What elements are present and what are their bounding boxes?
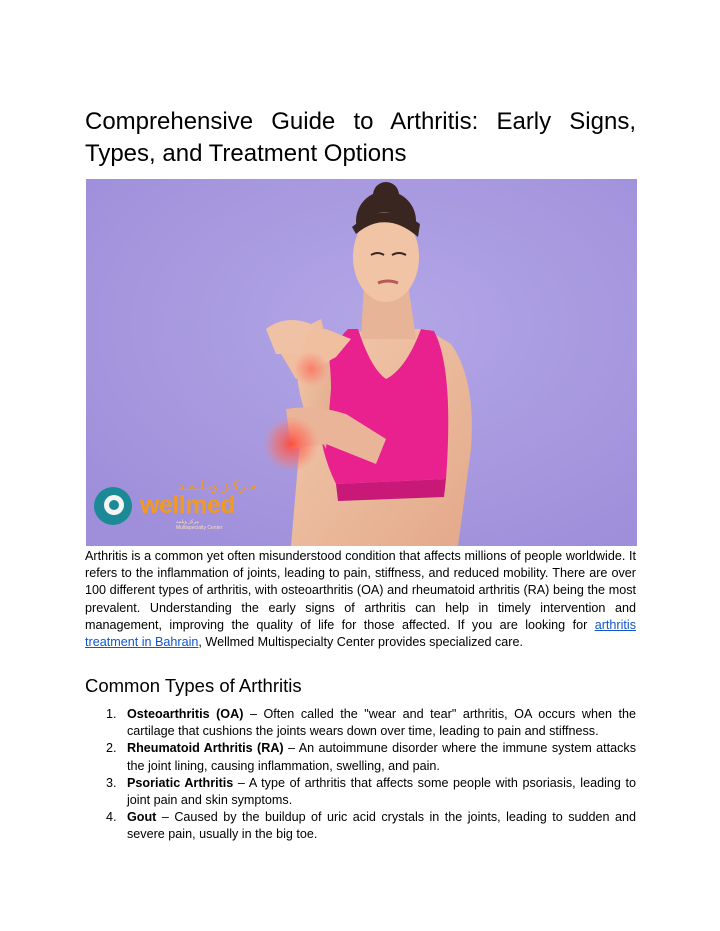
intro-text: Arthritis is a common yet often misunderstood condition that affects millions of people worldwide. It refers to the inflammation of joints, leading to pain, stiffness, and reduced mobility. There are over 100 different types of arthritis, with osteoarthritis (OA) and rheumatoid arthritis (RA) being the most prevalent. Understanding the early signs of arthritis can help in timely intervention and management, improving the quality of life for those affected. If you are looking for <box>85 549 636 632</box>
list-desc: – An autoimmune disorder where the immune system attacks the joint lining, causing inflammation, swelling, and pain. <box>127 741 636 773</box>
hero-image <box>86 179 637 546</box>
logo-arabic-text: مـركـز ويـلـمـد <box>178 479 258 494</box>
list-item <box>85 706 636 740</box>
arthritis-treatment-link[interactable]: arthritis treatment in Bahrain <box>85 617 636 650</box>
list-number: 2. <box>106 741 117 756</box>
list-item <box>85 775 636 809</box>
list-term: Gout <box>127 810 157 825</box>
list-term: Rheumatoid Arthritis (RA) <box>127 741 284 756</box>
intro-paragraph <box>85 548 636 651</box>
list-term: Osteoarthritis (OA) <box>127 707 244 721</box>
intro-text-end: , Wellmed Multispecialty Center provides specialized care. <box>198 635 523 650</box>
logo-subtext: مركز ويلمد Multispecialty Center <box>176 519 223 531</box>
arthritis-types-list <box>85 706 636 844</box>
list-number: 1. <box>106 707 117 721</box>
list-desc: – Often called the "wear and tear" arthritis, OA occurs when the cartilage that cushions the joints wears down over time, leading to pain and stiffness. <box>127 707 637 739</box>
list-term: Psoriatic Arthritis <box>127 775 234 790</box>
logo-wordmark: wellmed <box>140 491 236 519</box>
list-number: 3. <box>106 775 117 790</box>
list-number: 4. <box>106 810 117 825</box>
wellmed-logo <box>94 479 264 534</box>
logo-mark-icon <box>94 487 132 525</box>
list-desc: – A type of arthritis that affects some people with psoriasis, leading to joint pain and skin symptoms. <box>127 775 636 808</box>
list-item <box>85 740 636 774</box>
section-heading: Common Types of Arthritis <box>85 675 302 696</box>
page-title <box>85 106 636 170</box>
title-line-2: Types, and Treatment Options <box>85 140 407 167</box>
title-line-1: Comprehensive Guide to Arthritis: Early Signs, <box>85 108 636 135</box>
list-item <box>85 809 636 843</box>
list-desc: – Caused by the buildup of uric acid crystals in the joints, leading to sudden and severe pain, usually in the big toe. <box>127 810 636 842</box>
